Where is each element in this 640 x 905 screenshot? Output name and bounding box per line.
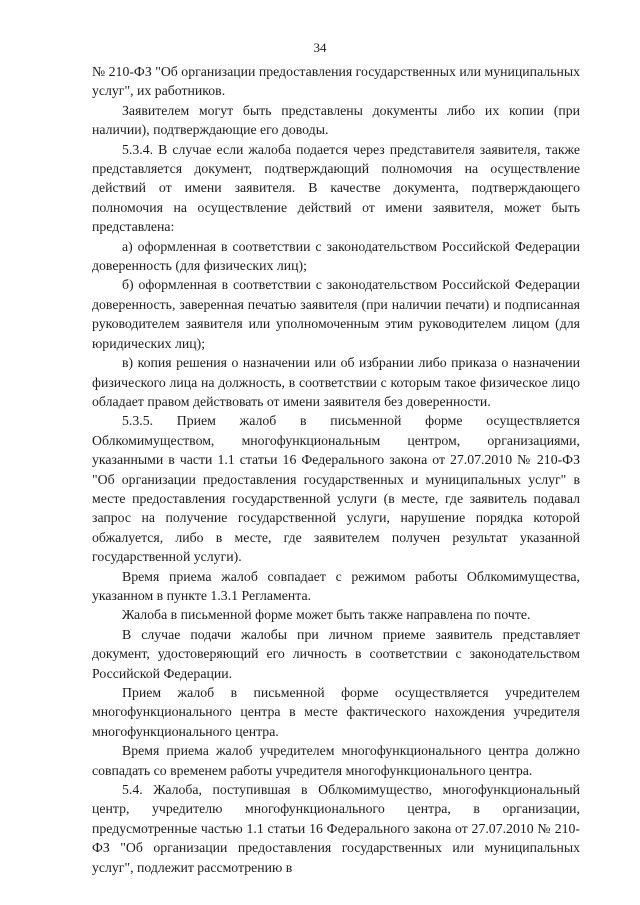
list-item-a: а) оформленная в соответствии с законодательством Российской Федерации доверенность (для физических лиц); [92, 238, 580, 274]
document-body [92, 62, 580, 877]
list-item-v: в) копия решения о назначении или об избрании либо приказа о назначении физического лица на должность, в соответствии с которым такое физическое лицо обладает правом действовать от имени заявителя без доверенности. [92, 355, 580, 409]
paragraph-mfc-founder-hours: Время приема жалоб учредителем многофункционального центра должно совпадать со временем работы учредителя многофункционального центра. [92, 743, 580, 778]
paragraph-supporting-documents: Заявителем могут быть представлены документы либо их копии (при наличии), подтверждающие его доводы. [92, 102, 580, 138]
paragraph-reception-hours: Время приема жалоб совпадает с режимом работы Облкомимущества, указанном в пункте 1.3.1 Регламента. [92, 568, 580, 603]
paragraph-5-3-5-written-complaints: 5.3.5. Прием жалоб в письменной форме осуществляется Облкомимуществом, многофункциональным центром, организациями, указанными в части 1.1 статьи 16 Федерального закона от 27.07.2010 № 210-ФЗ "Об организации предоставления государственных и муниципальных услуг" в месте предоставления государственной услуги (в месте, где заявитель подавал запрос на получение государственной услуги, нарушение порядка которой обжалуется, либо в месте, где заявителем получен результат указанной государственной услуги). [92, 413, 580, 565]
paragraph-mfc-founder-reception: Прием жалоб в письменной форме осуществляется учредителем многофункционального центра в месте фактического нахождения учредителя многофункционального центра. [92, 685, 580, 739]
page-number: 34 [313, 40, 327, 55]
paragraph-personal-reception: В случае подачи жалобы при личном приеме заявитель представляет документ, удостоверяющий его личность в соответствии с законодательством Российской Федерации. [92, 626, 580, 681]
paragraph-5-3-4-representative: 5.3.4. В случае если жалоба подается через представителя заявителя, также представляется документ, подтверждающий полномочия на осуществление действий от имени заявителя. В качестве документа, подтверждающего полномочия на осуществление действий от имени заявителя, может быть представлена: [92, 141, 580, 235]
paragraph-5-4-review: 5.4. Жалоба, поступившая в Облкомимущество, многофункциональный центр, учредителю многофункционального центра, в организации, предусмотренные частью 1.1 статьи 16 Федерального закона от 27.07.2010 № 210-ФЗ "Об организации предоставления государственных или муниципальных услуг", подлежит рассмотрению в [92, 782, 580, 875]
paragraph-postal-complaint: Жалоба в письменной форме может быть также направлена по почте. [122, 607, 531, 623]
list-item-b: б) оформленная в соответствии с законодательством Российской Федерации доверенность, заверенная печатью заявителя (при наличии печати) и подписанная руководителем заявителя или уполномоченным этим руководителем лицом (для юридических лиц); [92, 277, 580, 351]
paragraph-law-reference-continuation: № 210-ФЗ "Об организации предоставления государственных или муниципальных услуг", их работников. [92, 64, 580, 99]
